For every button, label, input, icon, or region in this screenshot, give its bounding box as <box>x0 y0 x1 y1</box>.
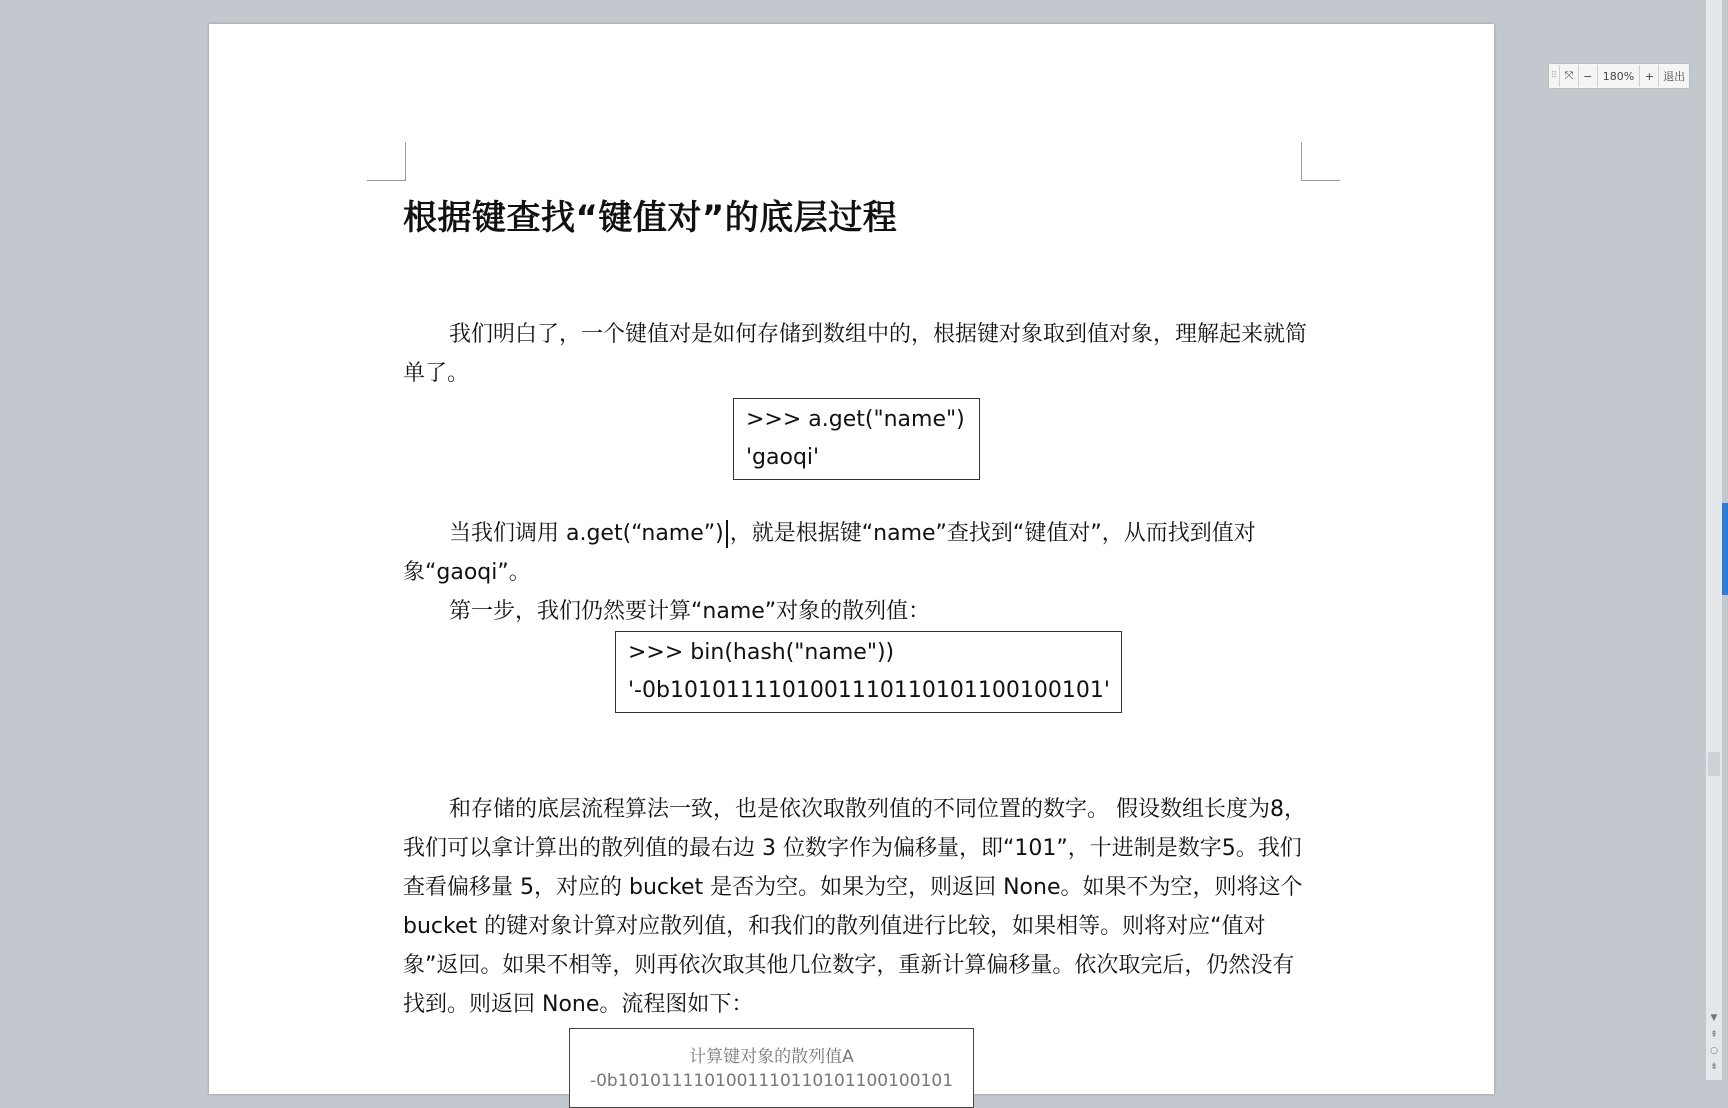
code-box-get <box>733 398 980 480</box>
paragraph-get-call <box>403 514 1313 592</box>
side-panel-toggle[interactable] <box>1722 503 1728 595</box>
page-up-icon[interactable]: ⇞ <box>1710 1030 1718 1040</box>
document-title: 根据键查找“键值对”的底层过程 <box>403 198 898 238</box>
flowchart-line: 计算键对象的散列值A <box>689 1047 854 1067</box>
code-line: 'gaoqi' <box>746 445 820 470</box>
crop-mark-top-right <box>1301 142 1340 181</box>
paragraph-step-one: 第一步，我们仍然要计算“name”对象的散列值： <box>449 599 931 624</box>
paragraph-text: 当我们调用 a.get(“name”) <box>449 521 724 546</box>
browse-object-icon[interactable]: ○ <box>1710 1046 1718 1056</box>
paragraph-text: ，就是根据键“name”查找到“键值对”，从而找到值对象“gaoqi”。 <box>403 521 1256 585</box>
code-line: >>> bin(hash("name")) <box>628 640 895 665</box>
zoom-out-button[interactable]: − <box>1578 65 1597 87</box>
zoom-toolbar <box>1548 63 1690 89</box>
code-line: >>> a.get("name") <box>746 407 965 432</box>
code-line: '-0b1010111101001110110101100100101' <box>628 678 1110 703</box>
paragraph-algorithm: 和存储的底层流程算法一致，也是依次取散列值的不同位置的数字。 假设数组长度为8，我们可以拿计算出的散列值的最右边 3 位数字作为偏移量，即“101”，十进制是数字5。我们查看偏移量 5，对应的 bucket 是否为空。如果为空，则返回 None。如果不为空，则将这个 bucket 的键对象计算对应散列值，和我们的散列值进行比较，如果相等。则将对应“值对象”返回。如果不相等，则再依次取其他几位数字，重新计算偏移量。依次取完后，仍然没有找到。则返回 None。流程图如下： <box>403 797 1306 1017</box>
document-page <box>209 24 1494 1094</box>
zoom-level: 180% <box>1597 65 1640 87</box>
zoom-in-button[interactable]: + <box>1639 65 1658 87</box>
page-down-icon[interactable]: ⇟ <box>1710 1062 1718 1072</box>
paragraph-intro: 我们明白了，一个键值对是如何存储到数组中的，根据键对象取到值对象，理解起来就简单了。 <box>403 322 1308 386</box>
flowchart-line: -0b1010111101001110110101100100101 <box>589 1071 954 1091</box>
crop-mark-top-left <box>367 142 406 181</box>
document-body[interactable] <box>403 182 1313 1024</box>
grip-icon[interactable]: ⠿ <box>1550 71 1558 81</box>
text-cursor <box>726 520 728 548</box>
vertical-scrollbar[interactable] <box>1706 0 1722 1080</box>
code-box-hash <box>615 631 1122 713</box>
fit-screen-icon[interactable]: ⤧ <box>1559 65 1578 87</box>
flowchart-box <box>569 1028 974 1108</box>
scroll-down-icon[interactable]: ▼ <box>1710 1013 1718 1023</box>
scrollbar-thumb[interactable] <box>1708 752 1720 776</box>
exit-fullscreen-button[interactable]: 退出 <box>1658 65 1689 87</box>
